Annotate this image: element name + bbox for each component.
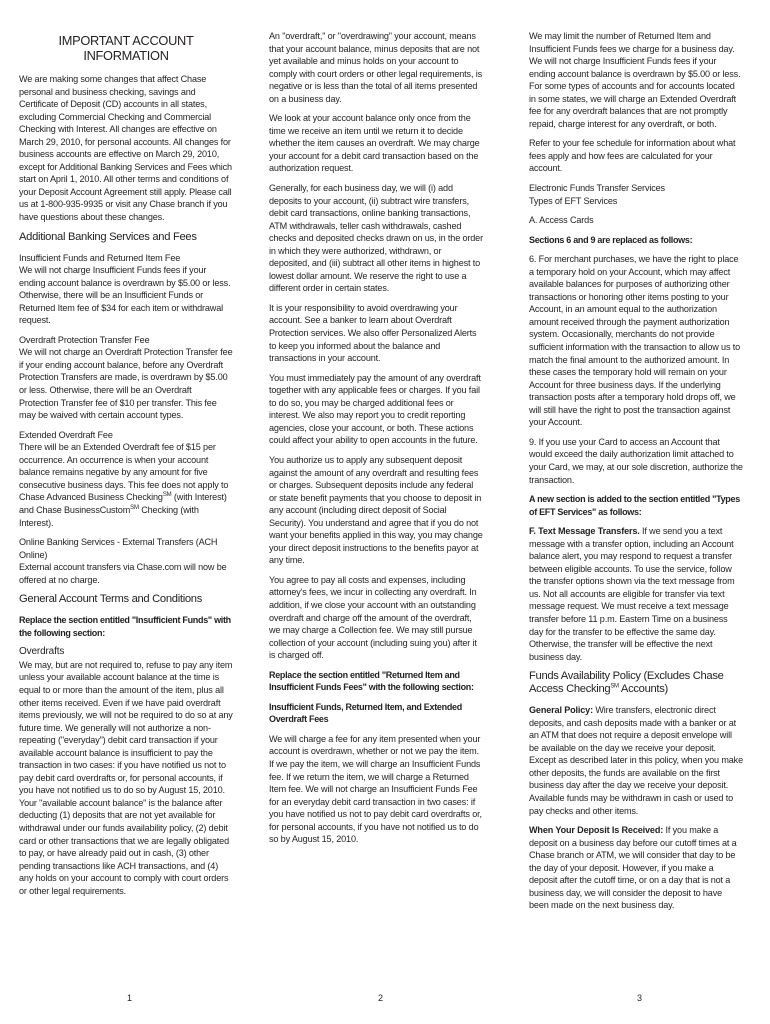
- new-section-note: A new section is added to the section entitled "Types of EFT Services" as follows:: [529, 494, 740, 517]
- overdraft-definition: An "overdraft," or "overdrawing" your account, means that your account balance, minus deposits that are not yet available and minus holds on your account to comply with court orders or other legal requirements, is negative or is less than the total of all items presented on a business day.: [269, 31, 482, 104]
- fees-section-body: We will charge a fee for any item presented when your account is overdrawn, whether or not we pay the item. If we pay the item, we will charge an Insufficient Funds fee. If we return the item, we will charge a Returned Item fee. We will not charge an Insufficient Funds Fee for an everyday debit card transaction in two cases: if you have notified us not to pay debit card overdrafts or, for personal accounts, if you have not notified us to do so by August 15, 2010.: [269, 733, 482, 845]
- intro-paragraph: We are making some changes that affect Chase personal and business checking, savings and Certificate of Deposit (CD) accounts in all states, excluding Commercial Checking and Commercial Checking with Interest. All changes are effective on March 29, 2010, for personal accounts. All changes for business accounts are effective on March 29, 2010, except for Additional Banking Services and Fees which start on April 1, 2010. All other terms and conditions of your Deposit Account Agreement still apply. Please call us at 1-800-935-9935 or visit any Chase branch if you have questions about these changes.: [19, 74, 232, 223]
- column-2: [269, 30, 483, 853]
- eft-services-title: Electronic Funds Transfer Services: [529, 183, 665, 194]
- pay-overdraft-paragraph: You must immediately pay the amount of any overdraft together with any applicable fees or charges. If you fail to do so, you may be charged additional fees or interest. We also may report you to credit reporting agencies, close your account, or both. These actions could affect your ability to open accounts in the future.: [269, 372, 481, 446]
- service-mark: SM: [610, 683, 619, 690]
- eft-types-title: Types of EFT Services: [529, 195, 618, 206]
- heading-general-account-terms: General Account Terms and Conditions: [19, 593, 203, 606]
- general-policy-lead: General Policy:: [529, 705, 593, 716]
- responsibility-paragraph: It is your responsibility to avoid overdrawing your account. See a banker to learn about Overdraft Protection services. We also offer Personalized Alerts to keep you informed about the balance and transactions in your account.: [269, 302, 477, 364]
- deposit-received-paragraph: [529, 824, 743, 912]
- section-9-paragraph: 9. If you use your Card to access an Account that would exceed the daily authorization limit attached to your Card, we may, at our sole discretion, authorize the transaction.: [529, 436, 743, 485]
- balance-check-paragraph: We look at your account balance only once from the time we receive an item until we return it to decide whether the item causes an overdraft. We may charge your account for a debit card transaction based on the authorization request.: [269, 113, 480, 174]
- text-message-lead: F. Text Message Transfers.: [529, 526, 640, 537]
- fee-limit-paragraph: We may limit the number of Returned Item and Insufficient Funds fees we charge for a business day. We will not charge Insufficient Funds fees if your ending account balance is overdrawn by $5.00 or less. For some types of accounts and for accounts located in some states, we will charge an Extended Overdraft fee for any overdraft balances that are not promptly repaid, charge interest for any overdraft, or both.: [529, 31, 741, 129]
- document-title: IMPORTANT ACCOUNT INFORMATION: [58, 33, 194, 63]
- text-message-body: If we send you a text message with a transfer option, including an Account balance alert, you may respond to request a transfer between eligible accounts. To use the service, follow the transfer options shown via the text message from us. Not all accounts are eligible for transfer via text message request. We must receive a text message transfer before 11 p.m. Eastern Time on a business day for the transfer to be effective the same day. Otherwise, the transfer will be effective the next business day.: [529, 526, 735, 662]
- heading-additional-banking-services: Additional Banking Services and Fees: [19, 230, 197, 243]
- general-policy-body: Wire transfers, electronic direct deposits, and cash deposits made with a banker or at an ATM that does not require a deposit envelope will be available on the day we receive your deposit. Except as described later in this policy, when you make other deposits, the funds are available on the first business day after the day we receive your deposit. Available funds may be withdrawn in cash or used to pay checks and other items.: [529, 705, 743, 816]
- subsequent-deposit-paragraph: You authorize us to apply any subsequent deposit against the amount of any overdraft and resulting fees or charges. Subsequent deposits include any federal or state benefit payments that you choose to deposit in any account (including direct deposit of Social Security). You understand and agree that if you do not want your benefits applied in this way, you may change your direct deposit instructions to the benefits payor at any time.: [269, 454, 483, 566]
- section-6-paragraph: 6. For merchant purchases, we have the right to place a temporary hold on your Account, which may affect available balances for purposes of authorizing other transactions or honoring other items posting to your Account, in an amount equal to the authorization amount received through the payment authorization system. Occasionally, merchants do not provide sufficient information with the transaction to allow us to match the final amount to the authorized amount. In these cases the temporary hold will remain on your Account for three business days. If the underlying transaction posts after a temporary hold drops off, we will still have the right to post the transaction against your Account.: [529, 254, 741, 428]
- overdrafts-title: Overdrafts: [19, 646, 65, 658]
- collection-costs-paragraph: You agree to pay all costs and expenses, including attorney's fees, we incur in collecting any overdraft. In addition, if we close your account with an outstanding overdraft and charge off the amount of the overdraft, we may charge a Collection fee. We may still pursue collection of your account (including suing you) after it is charged off.: [269, 574, 477, 661]
- service-mark: SM: [162, 492, 172, 499]
- page-number-1: 1: [127, 993, 133, 1003]
- column-3: [529, 30, 743, 919]
- nsf-fee-title: Insufficient Funds and Returned Item Fee: [19, 252, 181, 263]
- nsf-fee-body: We will not charge Insufficient Funds fees if your ending account balance is overdrawn by $5.00 or less. Otherwise, there will be an Insufficient Funds or Returned Item fee of $34 for each item or withdrawal request.: [19, 265, 231, 326]
- extended-overdraft-body: [19, 441, 233, 529]
- column-1: [19, 30, 233, 904]
- funds-heading-text-a: Funds Availability Policy (Excludes Chase Access Checking: [529, 670, 724, 696]
- replace-returned-item-note: Replace the section entitled "Returned Item and Insufficient Funds Fees" with the following section:: [269, 669, 474, 693]
- extended-overdraft-title: Extended Overdraft Fee: [19, 429, 113, 440]
- extended-overdraft-text-b: (with Interest) and Chase BusinessCustom: [19, 492, 227, 515]
- overdraft-protection-body: We will not charge an Overdraft Protection Transfer fee if your ending account balance, before any Overdraft Protection Transfers are made, is overdrawn by $5.00 or less. Otherwise, there will be an Overdraft Protection Transfer fee of $10 per transfer. This fee may be waived with certain account types.: [19, 347, 233, 421]
- service-mark: SM: [130, 504, 139, 511]
- deposit-received-body: If you make a deposit on a business day before our cutoff times at a Chase branch or ATM, we will consider that day to be the day of your deposit. However, if you make a deposit after the cutoff time, or on a day that is not a business day, we will consider the deposit to have been made on the next business day.: [529, 825, 737, 911]
- text-message-transfers: [529, 525, 743, 663]
- posting-order-paragraph: Generally, for each business day, we will (i) add deposits to your account, (ii) subtract wire transfers, debit card transactions, online banking transactions, ATM withdrawals, teller cash withdrawals, cashed checks and deposited checks drawn on us, in the order in which they were authorized, withdrawn, or deposited, and (iii) subtract all other items in highest to lowest dollar amount. We reserve the right to use a different order in certain states.: [269, 183, 483, 294]
- general-policy-paragraph: [529, 704, 743, 817]
- heading-funds-availability: [529, 670, 743, 696]
- access-cards-title: A. Access Cards: [529, 215, 594, 226]
- page-number-2: 2: [378, 993, 384, 1003]
- overdraft-protection-title: Overdraft Protection Transfer Fee: [19, 334, 150, 345]
- funds-heading-text-b: Accounts): [618, 683, 668, 696]
- online-banking-body: External account transfers via Chase.com will now be offered at no charge.: [19, 562, 227, 585]
- replace-insufficient-funds-note: Replace the section entitled "Insufficient Funds" with the following section:: [19, 615, 231, 638]
- extended-overdraft-text-a: There will be an Extended Overdraft fee of $15 per occurrence. An occurrence is when your account balance remains negative by any amount for five consecutive business days. This fee does not apply to Chase Advanced Business Checking: [19, 442, 229, 503]
- extended-overdraft-text-c: Checking (with Interest).: [19, 504, 199, 528]
- fees-section-title: Insufficient Funds, Returned Item, and Extended Overdraft Fees: [269, 701, 462, 725]
- page-number-3: 3: [637, 993, 643, 1003]
- sections-replaced-note: Sections 6 and 9 are replaced as follows:: [529, 234, 693, 245]
- online-banking-title: Online Banking Services - External Transfers (ACH Online): [19, 537, 218, 560]
- deposit-received-lead: When Your Deposit Is Received:: [529, 825, 664, 836]
- overdrafts-body: We may, but are not required to, refuse to pay any item unless your available account balance at the time is equal to or more than the amount of the item, plus all other items received. Even if we have paid overdraft items previously, we will not be required to do so at any future time. We generally will not authorize a non-repeating ("everyday") debit card transaction if your available account balance is insufficient to pay the transaction in two cases: if you have notified us not to pay debit card overdrafts or, for personal accounts, if you have not notified us to do so by August 15, 2010. Your "available account balance" is the balance after deducting (1) deposits that are not yet available for withdrawal under our funds availability policy, (2) debit card or other transactions that we are legally obligated to pay, or have already paid out in cash, (3) other pending transactions like ACH transactions, and (4) any holds on your account to comply with court orders or other legal requirements.: [19, 659, 233, 896]
- fee-schedule-paragraph: Refer to your fee schedule for information about what fees apply and how fees are calculated for your account.: [529, 138, 736, 174]
